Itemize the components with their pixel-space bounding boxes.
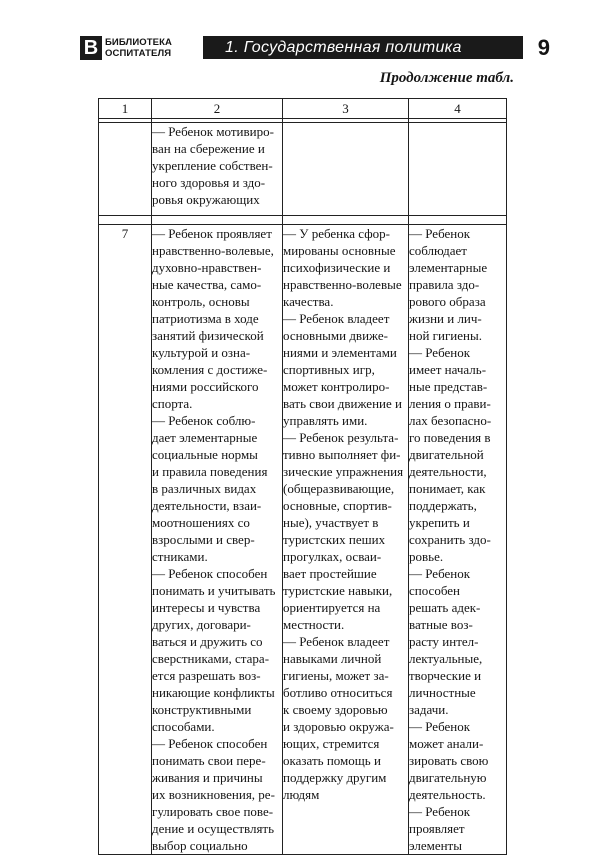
table-cell-col3: — У ребенка сфор- мированы основные психофизические и нравственно-волевые качества. — Ребенок владеет основными движе- ниями и элементами спортивных игр, может контролиро- вать свои движение и управлять ими. — Ребенок результа- тивно выполняет фи- зические упражнения (общеразвивающие, основные, спортив- ные), участвует в туристских пеших прогулках, осваи- вает простейшие туристские навыки, ориентируется на местности. — Ребенок владеет навыками личной гигиены, может за- ботливо относиться к своему здоровью и здоровью окружа- ющих, стремится оказать помощь и поддержку другим людям bbox=[283, 225, 409, 855]
column-header-4: 4 bbox=[409, 99, 507, 119]
column-header-2: 2 bbox=[152, 99, 283, 119]
table-cell-number: 7 bbox=[99, 225, 152, 855]
column-header-3: 3 bbox=[283, 99, 409, 119]
column-header-1: 1 bbox=[99, 99, 152, 119]
table-row bbox=[99, 225, 507, 855]
logo-letter: В bbox=[80, 36, 102, 60]
requirements-table bbox=[98, 98, 507, 855]
table-cell-col4: — Ребенок соблюдает элементарные правила здо- рового образа жизни и лич- ной гигиены. — Ребенок имеет началь- ные представ- ления о прави- лах безопасно- го поведения в двигательной деятельности, понимает, как поддержать, укрепить и сохранить здо- ровье. — Ребенок способен решать адек- ватные воз- расту интел- лектуальные, творческие и личностные задачи. — Ребенок может анали- зировать свою двигательную деятельность. — Ребенок проявляет элементы bbox=[409, 225, 507, 855]
logo-text bbox=[105, 37, 172, 59]
table-header-row bbox=[99, 99, 507, 119]
series-logo bbox=[80, 34, 200, 62]
chapter-title: 1. Государственная политика bbox=[203, 36, 523, 59]
table-row bbox=[99, 123, 507, 216]
table-cell-col4 bbox=[409, 123, 507, 216]
logo-line-2: ОСПИТАТЕЛЯ bbox=[105, 48, 172, 59]
table-continuation-label: Продолжение табл. bbox=[379, 70, 514, 86]
table-cell-col2: — Ребенок проявляет нравственно-волевые, духовно-нравствен- ные качества, само- контроль, основы патриотизма в ходе занятий физической культурой и озна- комления с достиже- ниями российского спорта. — Ребенок соблю- дает элементарные социальные нормы и правила поведения в различных видах деятельности, взаи- моотношениях со взрослыми и свер- стниками. — Ребенок способен понимать и учитывать интересы и чувства других, договари- ваться и дружить со сверстниками, стара- ется разрешать воз- никающие конфликты конструктивными способами. — Ребенок способен понимать свои пере- живания и причины их возникновения, ре- гулировать свое пове- дение и осуществлять выбор социально bbox=[152, 225, 283, 855]
page-number: 9 bbox=[537, 35, 550, 60]
logo-line-1: БИБЛИОТЕКА bbox=[105, 37, 172, 48]
row-gap bbox=[99, 216, 507, 225]
table-cell-number bbox=[99, 123, 152, 216]
page-header bbox=[80, 34, 550, 62]
table-cell-col3 bbox=[283, 123, 409, 216]
table-cell-col2: — Ребенок мотивиро- ван на сбережение и укрепление собствен- ного здоровья и здо- ровья окружающих bbox=[152, 123, 283, 216]
